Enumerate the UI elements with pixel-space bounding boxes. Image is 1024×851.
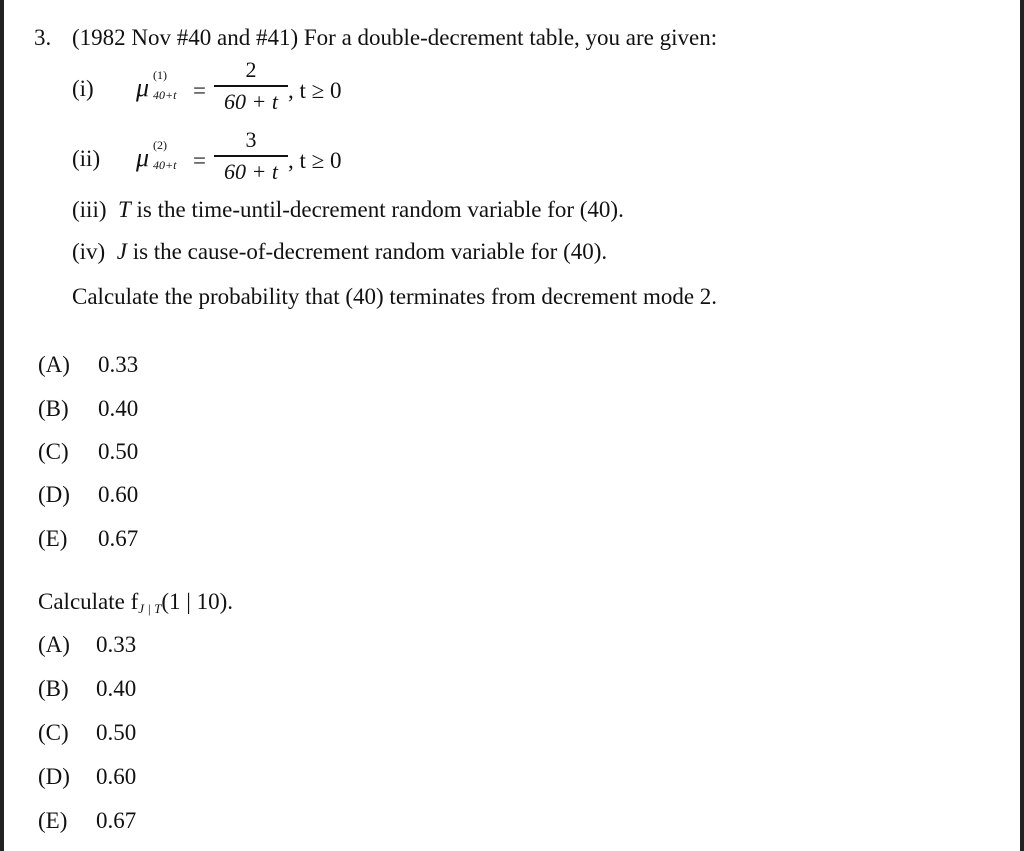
fraction-i <box>214 57 288 115</box>
choice-value: 0.40 <box>96 676 137 701</box>
fraction-ii <box>214 127 288 185</box>
equals-sign: = <box>193 148 206 173</box>
numerator: 3 <box>245 127 257 152</box>
given-iv-text: is the cause-of-decrement random variable for (40). <box>126 239 608 264</box>
given-i-label: (i) <box>72 76 94 101</box>
given-iv-label: (iv) <box>72 239 106 264</box>
given-ii-label: (ii) <box>72 146 101 171</box>
choice-value: 0.40 <box>98 396 139 421</box>
choice-value: 0.60 <box>98 482 139 507</box>
choice-label: (B) <box>38 396 69 421</box>
given-iii <box>72 197 624 223</box>
question-2-subscript: J | T <box>138 601 162 616</box>
mu-superscript: (1) <box>153 68 167 82</box>
denominator: 60 + t <box>224 88 278 114</box>
choice-value: 0.50 <box>98 439 139 464</box>
choice-label: (B) <box>38 676 69 701</box>
given-iii-text: is the time-until-decrement random variable for (40). <box>130 197 624 222</box>
condition-ii: , t ≥ 0 <box>288 148 342 173</box>
choice-label: (E) <box>38 526 68 551</box>
choice-value: 0.67 <box>96 808 137 833</box>
choice-label: (A) <box>38 352 70 377</box>
choice-label: (D) <box>38 482 70 507</box>
choice-label: (E) <box>38 808 68 833</box>
choice-label: (D) <box>38 764 70 789</box>
choice-value: 0.60 <box>96 764 137 789</box>
choice-label: (C) <box>38 720 69 745</box>
mu-symbol: μ <box>136 73 150 102</box>
problem-intro: (1982 Nov #40 and #41) For a double-decrement table, you are given: <box>72 25 718 50</box>
choice-value: 0.33 <box>96 632 137 657</box>
mu-subscript: 40+t <box>153 158 177 172</box>
condition-i: , t ≥ 0 <box>288 78 342 103</box>
denominator: 60 + t <box>224 158 278 184</box>
numerator: 2 <box>245 57 257 82</box>
question-2 <box>38 589 233 618</box>
mu-superscript: (2) <box>153 138 167 152</box>
given-iv <box>72 239 607 265</box>
variable-t: T <box>118 197 131 222</box>
choice-value: 0.67 <box>98 526 139 551</box>
given-iii-label: (iii) <box>72 197 107 222</box>
fraction-bar <box>214 155 288 157</box>
choice-label: (A) <box>38 632 70 657</box>
question-2-prefix: Calculate f <box>38 589 139 614</box>
fraction-bar <box>214 85 288 87</box>
variable-j: J <box>116 239 127 264</box>
choice-value: 0.33 <box>98 352 139 377</box>
question-1: Calculate the probability that (40) terminates from decrement mode 2. <box>72 284 718 309</box>
question-2-suffix: (1 | 10). <box>161 589 234 614</box>
choice-label: (C) <box>38 439 69 464</box>
mu-symbol: μ <box>136 143 150 172</box>
mu-subscript: 40+t <box>153 88 177 102</box>
problem-number: 3. <box>34 25 52 50</box>
equals-sign: = <box>193 78 206 103</box>
choice-value: 0.50 <box>96 720 137 745</box>
